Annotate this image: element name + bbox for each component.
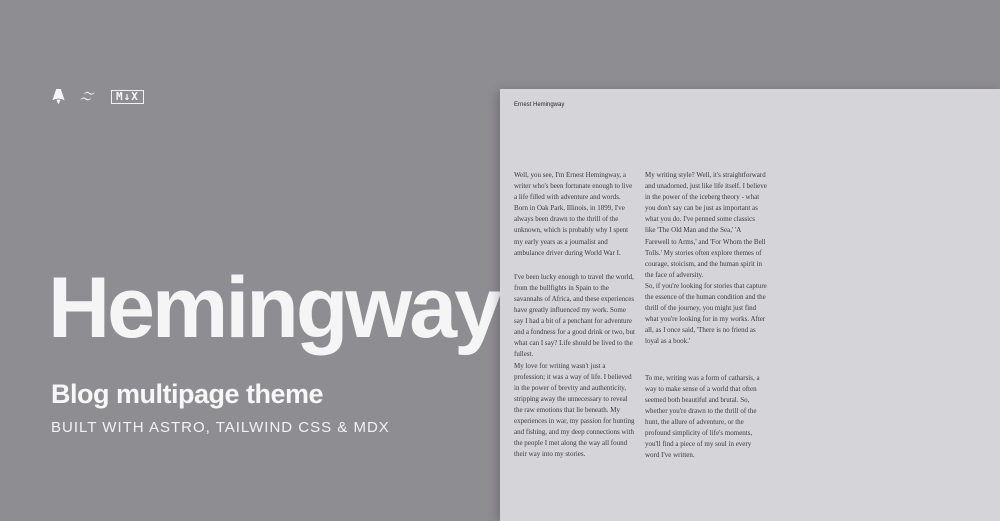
tailwind-icon (79, 91, 97, 102)
page-header-title: Ernest Hemingway (514, 102, 565, 108)
left-column (514, 170, 636, 460)
paragraph: My love for writing wasn't just a profession; it was a way of life. I believed in the power of brevity and authenticity, stripping away the unnecessary to reveal the raw emotions that lie beneath. My experiences in war, my passion for hunting and fishing, and my deep connections with the people I met along the way all found their way into my stories. (514, 361, 635, 459)
paragraph: My writing style? Well, it's straightforward and unadorned, just like life itself. I believe in the power of the iceberg theory - what you don't say can be just as important as what you do. I've penned some classics like 'The Old Man and the Sea,' 'A Farewell to Arms,' and 'For Whom the Bell Tolls.' My stories often explore themes of courage, stoicism, and the human spirit in the face of adversity. (645, 171, 767, 279)
paragraph: So, if you're looking for stories that capture the essence of the human condition and the thrill of the journey, you might just find what you're looking for in my works. After all, as I once said, 'There is no friend as loyal as a book.' (645, 281, 767, 346)
paragraph: I've been lucky enough to travel the world, from the bullfights in Spain to the savannahs of Africa, and these experiences have greatly influenced my work. Some say I had a bit of a penchant for adventure and a fondness for a good drink or two, but what can I say? Life should be lived to the fullest. (514, 272, 635, 359)
astro-icon (52, 88, 65, 105)
hero-subtitle: Blog multipage theme (51, 379, 324, 409)
right-column (645, 170, 767, 461)
hero-title: Hemingway (48, 260, 499, 356)
paragraph: To me, writing was a form of catharsis, a way to make sense of a world that often seemed both beautiful and brutal. So, whether you're drawn to the thrill of the hunt, the allure of adventure, or the profound simplicity of life's moments, you'll find a piece of my soul in every word I've written. (645, 373, 760, 460)
page-preview (500, 89, 1000, 521)
tech-logos (52, 88, 144, 105)
paragraph: Well, you see, I'm Ernest Hemingway, a writer who's been fortunate enough to live a life filled with adventure and words. Born in Oak Park, Illinois, in 1899, I've always been drawn to the thrill of the unknown, which is probably why I spent my early years as a journalist and ambulance driver during World War I. (514, 171, 633, 257)
hero-tagline: BUILT WITH ASTRO, TAILWIND CSS & MDX (51, 419, 390, 436)
mdx-icon: M↓X (111, 90, 144, 104)
